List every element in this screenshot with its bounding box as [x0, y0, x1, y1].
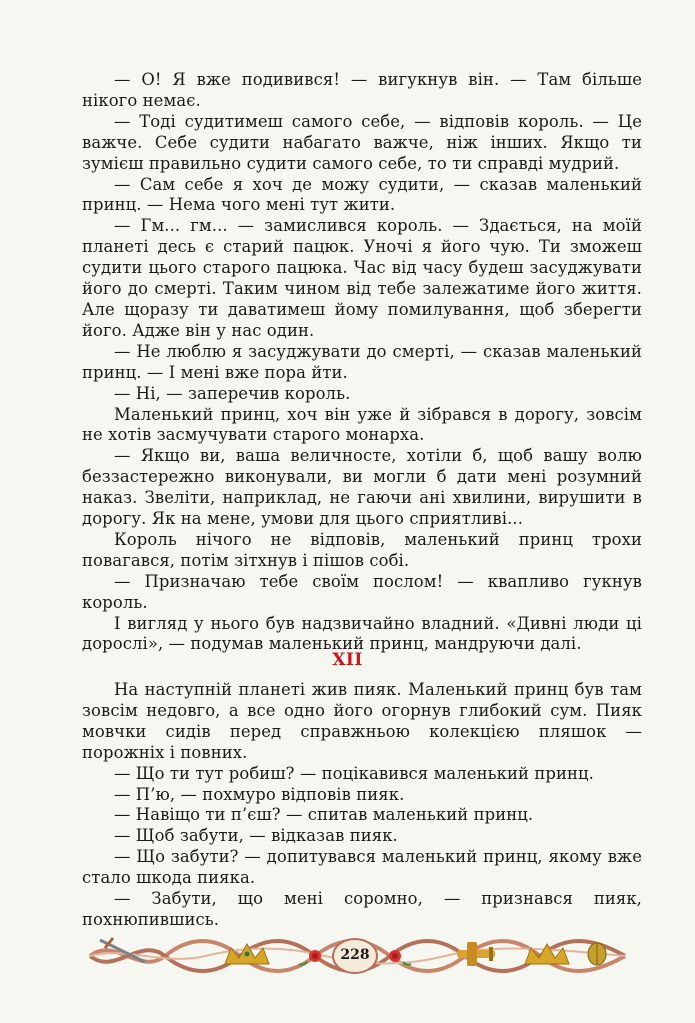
- paragraph: — Ні, — заперечив король.: [114, 383, 351, 403]
- beetle-icon: [588, 943, 606, 965]
- paragraph: — П’ю, — похмуро відповів пияк.: [114, 784, 405, 804]
- text-block-top: [82, 70, 642, 655]
- paragraph: — Не люблю я засуджувати до смерті, — сказав маленький принц. — І мені вже пора йти.: [82, 341, 642, 382]
- paragraph: На наступній планеті жив пияк. Маленький принц був там зовсім недовго, а все одно його огорнув глибокий сум. Пияк мовчки сидів перед справжньою колекцією пляшок — порожніх і повних.: [82, 680, 642, 762]
- paragraph: — Гм... гм... — замислився король. — Здається, на моїй планеті десь є старий пацюк. Уночі я його чую. Ти зможеш судити цього старого пацюка. Час від часу будеш засуджувати його до смерті. Таким чином від тебе залежатиме його життя. Але щоразу ти даватимеш йому помилування, щоб зберегти його. Адже він у нас один.: [82, 216, 642, 340]
- paragraph: — Забути, що мені соромно, — признався пияк, похнюпившись.: [82, 889, 642, 929]
- airplane-icon: [457, 942, 495, 966]
- paragraph: Маленький принц, хоч він уже й зібрався в дорогу, зовсім не хотів засмучувати старого монарха.: [82, 404, 642, 445]
- paragraph: — Якщо ви, ваша величносте, хотіли б, щоб вашу волю беззастережно виконували, ви могли б дати мені розумний наказ. Звеліти, наприклад, не гаючи ані хвилини, вирушити в дорогу. Як на мене, умови для цього сприятливі...: [82, 446, 642, 529]
- paragraph: — Що забути? — допитувався маленький принц, якому вже стало шкода пияка.: [82, 847, 642, 888]
- paragraph: — Призначаю тебе своїм послом! — квапливо гукнув король.: [82, 571, 642, 612]
- chapter-heading: XII: [332, 650, 363, 670]
- crown-icon: [525, 944, 569, 964]
- paragraph: — Навіщо ти п’єш? — спитав маленький принц.: [114, 805, 534, 825]
- crown-icon: [225, 944, 269, 964]
- paragraph: — Тоді судитимеш самого себе, — відповів король. — Це важче. Себе судити набагато важче, ніж інших. Якщо ти зумієш правильно судити самого себе, то ти справді мудрий.: [82, 111, 642, 173]
- paragraph: — Щоб забути, — відказав пияк.: [114, 826, 398, 846]
- paragraph: Король нічого не відповів, маленький принц трохи повагався, потім зітхнув і пішов собі.: [82, 529, 642, 570]
- paragraph: І вигляд у нього був надзвичайно владний. «Дивні люди ці дорослі», — подумав маленький принц, мандруючи далі.: [82, 613, 642, 654]
- paragraph: — Сам себе я хоч де можу судити, — сказав маленький принц. — Нема чого мені тут жити.: [82, 174, 642, 215]
- paragraph: — О! Я вже подивився! — вигукнув він. — Там більше нікого немає.: [82, 70, 642, 110]
- page-number: 228: [340, 947, 370, 963]
- text-block-bottom: [82, 680, 642, 931]
- paragraph: — Що ти тут робиш? — поцікавився маленький принц.: [114, 763, 594, 783]
